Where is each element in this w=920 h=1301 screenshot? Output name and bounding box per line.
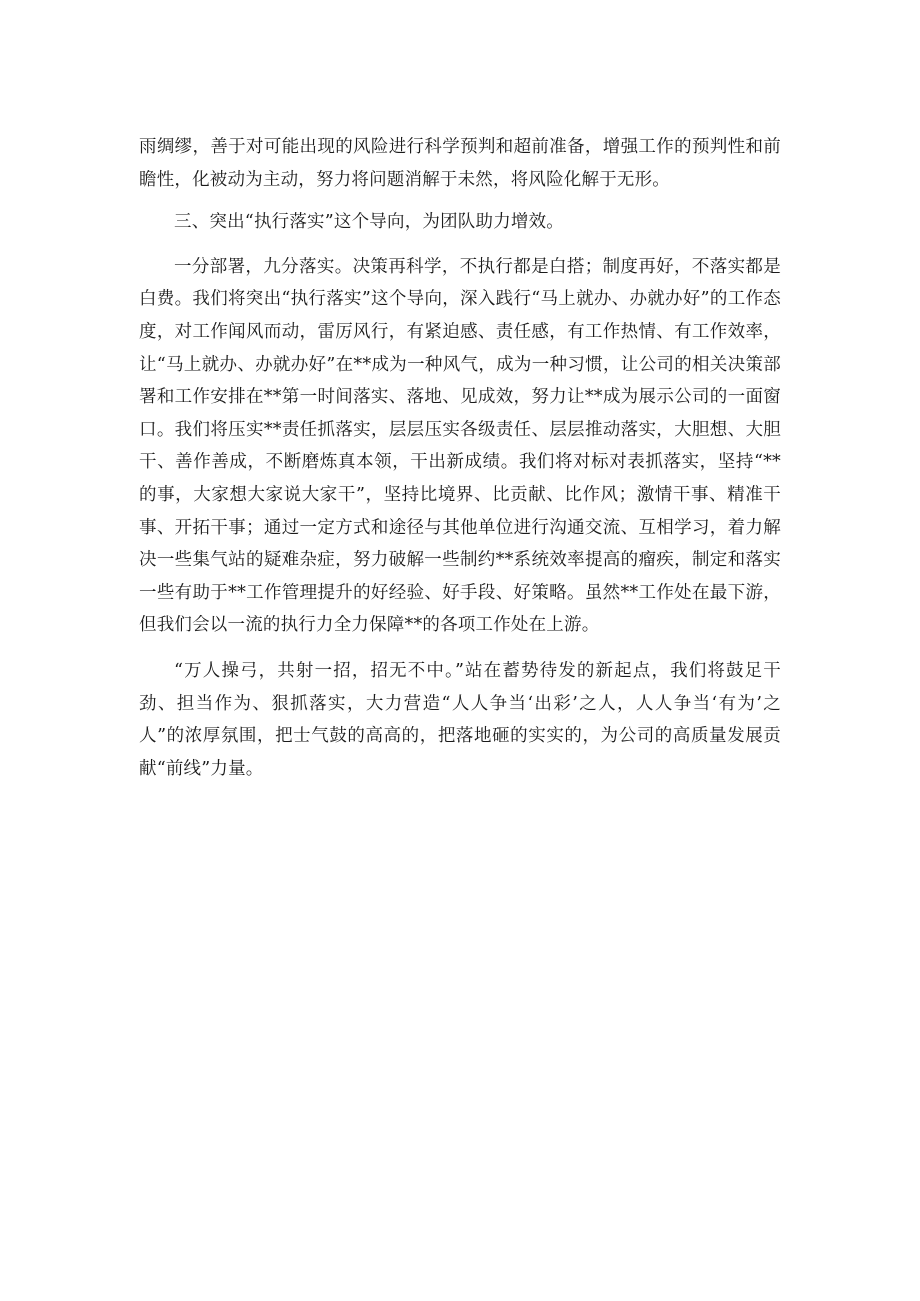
section-heading: 三、突出“执行落实”这个导向，为团队助力增效。 [174,212,564,233]
paragraph-body: 一分部署，九分落实。决策再科学，不执行都是白搭；制度再好，不落实都是白费。我们将突出“执行落实”这个导向，深入践行“马上就办、办就办好”的工作态度，对工作闻风而动，雷厉风行，有紧迫感、责任感，有工作热情、有工作效率，让“马上就办、办就办好”在**成为一种风气，成为一种习惯，让公司的相关决策部署和工作安排在**第一时间落实、落地、见成效，努力让**成为展示公司的一面窗口。我们将压实**责任抓落实，层层压实各级责任、层层推动落实，大胆想、大胆干、善作善成，不断磨炼真本领，干出新成绩。我们将对标对表抓落实，坚持“**的事，大家想大家说大家干”，坚持比境界、比贡献、比作风；激情干事、精准干事、开拓干事；通过一定方式和途径与其他单位进行沟通交流、互相学习，着力解决一些集气站的疑难杂症，努力破解一些制约**系统效率提高的瘤疾，制定和落实一些有助于**工作管理提升的好经验、好手段、好策略。虽然**工作处在最下游，但我们会以一流的执行力全力保障**的各项工作处在上游。 [139,256,781,636]
paragraph-continuation: 雨绸缪，善于对可能出现的风险进行科学预判和超前准备，增强工作的预判性和前瞻性，化被动为主动，努力将问题消解于未然，将风险化解于无形。 [139,137,781,190]
paragraph-closing: “万人操弓，共射一招，招无不中。”站在蓄势待发的新起点，我们将鼓足干劲、担当作为、狠抓落实，大力营造“人人争当‘出彩’之人，人人争当‘有为’之人”的浓厚氛围，把士气鼓的高高的，把落地砸的实实的，为公司的高质量发展贡献“前线”力量。 [139,660,781,779]
document-page [139,131,781,785]
